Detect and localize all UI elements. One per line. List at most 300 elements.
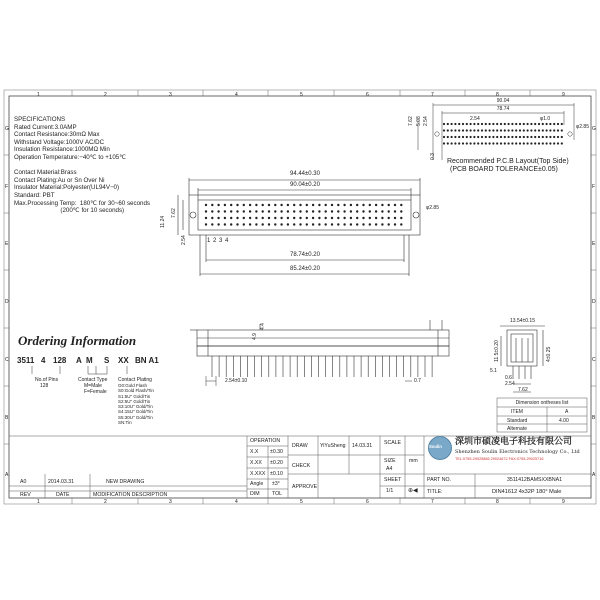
end-dim-left: 5.1 <box>490 368 497 374</box>
pin-hole <box>318 204 320 206</box>
pin-hole <box>331 210 333 212</box>
pcb-pad <box>527 136 529 138</box>
pcb-pad <box>466 123 468 125</box>
pin-hole <box>299 210 301 212</box>
pin-hole <box>249 210 251 212</box>
pcb-pad <box>504 136 506 138</box>
pcb-pad <box>485 129 487 131</box>
spec-line: Contact Resistance:30mΩ Max <box>14 131 100 139</box>
pcb-pad <box>466 136 468 138</box>
pin-hole <box>280 204 282 206</box>
pcb-pad <box>553 142 555 144</box>
pcb-pad <box>451 129 453 131</box>
pcb-pad <box>523 123 525 125</box>
side-dim-pitch: 2.54±0.10 <box>225 378 248 384</box>
pin-hole <box>243 223 245 225</box>
pcb-pad <box>534 123 536 125</box>
pin-hole <box>394 210 396 212</box>
zone-number: 3 <box>169 91 172 98</box>
pcb-pad <box>462 136 464 138</box>
spec-line: Contact Material:Brass <box>14 169 77 177</box>
pcb-pad <box>458 123 460 125</box>
tb-draw-label: DRAW <box>292 443 308 449</box>
pin-hole <box>268 217 270 219</box>
pcb-pad <box>500 136 502 138</box>
pcb-caption: Recommended P.C.B Layout(Top Side) <box>447 158 569 165</box>
pcb-pad <box>462 123 464 125</box>
pin-hole <box>205 204 207 206</box>
pin-hole <box>211 223 213 225</box>
pin-hole <box>369 223 371 225</box>
pcb-pad <box>508 123 510 125</box>
plating-option: G0:Gold Flash <box>118 383 148 388</box>
end-dim-right: 4±0.25 <box>546 346 552 362</box>
pcb-pad <box>454 123 456 125</box>
pin-hole <box>293 210 295 212</box>
pin-hole <box>224 223 226 225</box>
tb-part-no: 3511412BAMSXXBNA1 <box>507 477 562 483</box>
pcb-pad <box>557 142 559 144</box>
pin-hole <box>205 210 207 212</box>
pin-hole <box>375 210 377 212</box>
pin-hole <box>268 204 270 206</box>
zone-letter: B <box>592 415 596 421</box>
pcb-pad <box>546 142 548 144</box>
dim-table-standard: Standard <box>507 418 528 424</box>
zone-number: 2 <box>104 499 107 505</box>
pcb-pad <box>458 142 460 144</box>
pcb-pad <box>542 136 544 138</box>
code-plating: XX <box>118 356 129 365</box>
pin-hole <box>318 223 320 225</box>
pin-hole <box>211 217 213 219</box>
dim-left: 2.54 <box>181 235 187 245</box>
pin-hole <box>268 210 270 212</box>
pin-hole <box>299 217 301 219</box>
pin-hole <box>268 223 270 225</box>
pin-hole <box>388 210 390 212</box>
pin-hole <box>306 210 308 212</box>
code-series: 3511 <box>17 356 35 365</box>
tb-tol-val: ±0.20 <box>270 460 283 466</box>
pin-hole <box>274 217 276 219</box>
pin-hole <box>287 223 289 225</box>
pin-hole <box>293 204 295 206</box>
pcb-pad <box>443 142 445 144</box>
pin-hole <box>388 217 390 219</box>
pcb-pad <box>553 123 555 125</box>
pcb-dim-e: 5.08 <box>416 116 422 126</box>
zone-number: 7 <box>431 499 434 505</box>
pcb-pad <box>534 129 536 131</box>
spec-line: Withstand Voltage:1000V AC/DC <box>14 138 105 146</box>
pin-hole <box>205 217 207 219</box>
pin-hole <box>293 223 295 225</box>
zone-number: 5 <box>300 91 303 98</box>
pin-hole <box>318 210 320 212</box>
pin-hole <box>381 223 383 225</box>
tb-title-label: TITLE: <box>427 489 443 495</box>
pcb-pad <box>477 142 479 144</box>
pin-hole <box>217 210 219 212</box>
tb-tol-val: ±0.30 <box>270 449 283 455</box>
pin-hole <box>331 204 333 206</box>
pin-hole <box>255 204 257 206</box>
zone-number: 2 <box>104 91 107 98</box>
pin-hole <box>280 217 282 219</box>
zone-number: 1 <box>37 499 40 505</box>
pin-hole <box>249 217 251 219</box>
pin-hole <box>312 217 314 219</box>
pin-hole <box>343 210 345 212</box>
pcb-pad <box>454 129 456 131</box>
pcb-pad <box>542 123 544 125</box>
tb-rev-description: NEW DRAWING <box>106 479 145 485</box>
pin-hole <box>306 204 308 206</box>
pin-hole <box>388 204 390 206</box>
pin-hole <box>274 223 276 225</box>
zone-number: 1 <box>37 91 40 98</box>
pcb-dim-a: 90.04 <box>496 98 510 104</box>
pcb-pad <box>542 129 544 131</box>
pin-hole <box>230 223 232 225</box>
pin-hole <box>299 204 301 206</box>
pin-hole <box>343 217 345 219</box>
pcb-pad <box>447 129 449 131</box>
pcb-pad <box>519 142 521 144</box>
dim-table-title: Dimension ontheses list <box>515 400 569 406</box>
pin-hole <box>362 204 364 206</box>
company-name-cn: 深圳市硕凌电子科技有限公司 <box>455 437 573 447</box>
pin-hole <box>356 210 358 212</box>
pcb-pad <box>530 123 532 125</box>
pcb-pad <box>508 136 510 138</box>
logo-text: Soulin <box>429 444 442 449</box>
tb-tol-label: TOL <box>272 491 282 497</box>
pin-hole <box>312 204 314 206</box>
pin-hole <box>394 217 396 219</box>
pcb-pad <box>470 129 472 131</box>
pcb-pad <box>527 129 529 131</box>
pcb-pad <box>538 123 540 125</box>
pcb-pad <box>451 123 453 125</box>
dim-table-standard-value: 4.00 <box>559 418 569 424</box>
zone-number: 8 <box>496 499 499 505</box>
end-dim-b: 2.54 <box>505 381 515 387</box>
spec-line: Insulator Material:Polyester(UL94V−0) <box>14 184 120 192</box>
pin-hole <box>343 223 345 225</box>
pin-hole <box>356 204 358 206</box>
pcb-pad <box>538 136 540 138</box>
zone-letter: D <box>592 299 596 305</box>
pin-hole <box>362 223 364 225</box>
pin-hole <box>224 204 226 206</box>
pcb-pad <box>447 123 449 125</box>
pin-hole <box>350 217 352 219</box>
pcb-pad <box>511 142 513 144</box>
pcb-pad <box>523 129 525 131</box>
pcb-tolerance-caption: (PCB BOARD TOLERANCE±0.05) <box>450 166 558 173</box>
pin-hole <box>394 223 396 225</box>
pcb-pad <box>489 136 491 138</box>
pcb-pad <box>561 142 563 144</box>
pcb-pad <box>557 136 559 138</box>
pcb-pad <box>492 136 494 138</box>
pcb-pad <box>451 142 453 144</box>
pin-hole <box>243 217 245 219</box>
pin-hole <box>224 210 226 212</box>
pcb-pad <box>527 142 529 144</box>
pin-hole <box>400 223 402 225</box>
pcb-pad <box>500 142 502 144</box>
tb-tol-key: Angle <box>250 481 264 487</box>
pin-hole <box>369 204 371 206</box>
pin-hole <box>287 204 289 206</box>
pcb-pad <box>511 129 513 131</box>
tb-tol-key: X.XX <box>250 460 262 466</box>
pin-hole <box>362 217 364 219</box>
pcb-pad <box>477 123 479 125</box>
pcb-pad <box>462 129 464 131</box>
pin-hole <box>306 223 308 225</box>
pin-hole <box>280 223 282 225</box>
tb-dim-label: DIM <box>250 491 260 497</box>
tb-rev-label: REV <box>20 492 31 498</box>
pin-hole <box>217 204 219 206</box>
pcb-pad <box>496 142 498 144</box>
pin-hole <box>255 217 257 219</box>
no-of-pins-label: No.of Pins <box>35 377 59 383</box>
pin-hole <box>337 223 339 225</box>
tb-tol-key: X.XXX <box>250 471 266 477</box>
pcb-pad <box>443 123 445 125</box>
pcb-pad <box>557 129 559 131</box>
pcb-pad <box>492 129 494 131</box>
tb-check-label: CHECK <box>292 463 311 469</box>
pin-hole <box>293 217 295 219</box>
pin-hole <box>400 217 402 219</box>
pin-hole <box>375 204 377 206</box>
pcb-pad <box>492 142 494 144</box>
pcb-pad <box>500 123 502 125</box>
pcb-pad <box>511 136 513 138</box>
plating-option: S2:5U" Gold/Tin <box>118 398 151 404</box>
pcb-pad <box>519 136 521 138</box>
pcb-pad <box>470 123 472 125</box>
dim-hole: φ2.85 <box>426 205 439 211</box>
specifications-block <box>14 116 150 215</box>
pcb-pad <box>508 129 510 131</box>
pin-hole <box>255 223 257 225</box>
zone-letter: A <box>5 472 9 478</box>
spec-line: Standard: PBT <box>14 191 55 199</box>
dim-overall-length: 94.44±0.30 <box>290 171 320 177</box>
tb-tol-key: X.X <box>250 449 259 455</box>
pcb-dim-c: 2.54 <box>470 116 480 122</box>
pin-hole <box>287 210 289 212</box>
pcb-pad <box>443 129 445 131</box>
pcb-pad <box>504 123 506 125</box>
pin-hole <box>236 217 238 219</box>
pin-hole <box>350 210 352 212</box>
end-dim-a: 0.6 <box>505 375 512 381</box>
spec-line: Operation Temperature:−40℃ to +105℃ <box>14 153 127 161</box>
pin-hole <box>236 223 238 225</box>
pcb-dim-b: 78.74 <box>496 106 510 112</box>
pcb-pad <box>549 129 551 131</box>
pin-hole <box>362 210 364 212</box>
zone-number: 9 <box>562 91 565 98</box>
pcb-pad <box>553 129 555 131</box>
pcb-pad <box>454 136 456 138</box>
contact-plating-label: Contact Plating <box>118 377 152 383</box>
dim-body-length: 90.04±0.20 <box>290 182 320 188</box>
spec-line: (200℃ for 10 seconds) <box>14 207 125 215</box>
zone-number: 7 <box>431 91 434 98</box>
pcb-dim-g: 0.3 <box>430 153 436 160</box>
pcb-pad <box>458 136 460 138</box>
spec-line: Contact Plating:Au or Sn Over Ni <box>14 176 105 184</box>
contact-type-label: Contact Type <box>78 377 108 383</box>
pcb-pad <box>534 136 536 138</box>
pin-numbers: 1 2 3 4 <box>207 238 229 244</box>
tb-title: DIN41612 4x32P 180° Male <box>492 489 562 495</box>
pcb-pad <box>508 142 510 144</box>
pin-hole <box>337 217 339 219</box>
zone-number: 8 <box>496 91 499 98</box>
tb-sheet-value: 1/1 <box>386 488 394 494</box>
pin-hole <box>274 204 276 206</box>
pcb-pad <box>511 123 513 125</box>
dim-table-item-header: ITEM <box>511 409 523 415</box>
pcb-pad <box>561 136 563 138</box>
pin-hole <box>312 223 314 225</box>
pin-hole <box>236 204 238 206</box>
spec-line: Rated Current:3.0AMP <box>14 123 77 131</box>
pcb-pad <box>561 129 563 131</box>
pin-hole <box>217 217 219 219</box>
tb-part-no-label: PART NO. <box>427 477 451 483</box>
pcb-pad <box>473 123 475 125</box>
pcb-pad <box>530 136 532 138</box>
end-dim-height: 11.5±0.20 <box>494 340 500 362</box>
pcb-dim-hole: φ1.0 <box>540 116 551 122</box>
pin-hole <box>243 210 245 212</box>
tb-tol-val: ±3° <box>272 481 280 487</box>
code-rows: 4 <box>41 356 46 365</box>
pin-hole <box>325 204 327 206</box>
pin-hole <box>211 210 213 212</box>
zone-number: 5 <box>300 499 303 505</box>
pin-hole <box>369 210 371 212</box>
zone-number: 6 <box>366 499 369 505</box>
plating-option: S1:5U" Gold/Tin <box>118 393 151 399</box>
tb-scale-label: SCALE <box>384 440 402 446</box>
pcb-pad <box>489 123 491 125</box>
pin-hole <box>343 204 345 206</box>
plating-option: S5:30U" Gold/Tin <box>118 414 153 420</box>
pin-hole <box>318 217 320 219</box>
spec-line: SPECIFICATIONS <box>14 116 66 123</box>
pcb-pad <box>530 129 532 131</box>
pcb-pad <box>477 129 479 131</box>
tb-sheet-label: SHEET <box>384 477 402 483</box>
pcb-pad <box>500 129 502 131</box>
pcb-pad <box>527 123 529 125</box>
pin-hole <box>243 204 245 206</box>
pcb-pad <box>470 142 472 144</box>
pin-hole <box>312 210 314 212</box>
pin-hole <box>262 210 264 212</box>
pin-hole <box>236 210 238 212</box>
end-dim-c: 7.62 <box>518 387 528 393</box>
plating-option: S4:15U" Gold/Tin <box>118 409 153 415</box>
pcb-dim-hole2: φ2.85 <box>576 124 589 130</box>
tb-date-label: DATE <box>56 492 70 498</box>
zone-letter: E <box>5 241 9 247</box>
pcb-pad <box>458 129 460 131</box>
dim-pin-span: 78.74±0.20 <box>290 252 320 258</box>
pcb-pad <box>504 129 506 131</box>
pcb-pad <box>546 129 548 131</box>
code-s: S <box>104 356 110 365</box>
pcb-pad <box>549 136 551 138</box>
spec-line: Max.Processing Temp: 180℃ for 30~60 seconds <box>14 199 150 207</box>
tb-tol-val: ±0.10 <box>270 471 283 477</box>
pcb-pad <box>496 129 498 131</box>
pcb-pad <box>481 142 483 144</box>
pcb-pad <box>477 136 479 138</box>
pcb-pad <box>549 123 551 125</box>
pcb-pad <box>515 129 517 131</box>
pin-hole <box>381 217 383 219</box>
pcb-pad <box>492 123 494 125</box>
dim-table-a-header: A <box>565 409 569 415</box>
pcb-pad <box>549 142 551 144</box>
pin-hole <box>350 223 352 225</box>
pcb-pad <box>481 136 483 138</box>
pcb-pad <box>462 142 464 144</box>
pin-hole <box>249 223 251 225</box>
pcb-dim-d: 7.62 <box>408 116 414 126</box>
zone-letter: E <box>592 241 596 247</box>
pcb-pad <box>481 123 483 125</box>
pcb-pad <box>515 123 517 125</box>
spec-line: Insulation Resistance:1000MΩ Min <box>14 146 110 154</box>
pcb-pad <box>538 142 540 144</box>
pcb-dim-f: 2.54 <box>423 116 429 126</box>
plating-option: S3:10U" Gold/Tin <box>118 404 153 410</box>
zone-number: 4 <box>235 91 238 98</box>
zone-letter: C <box>5 357 9 363</box>
zone-number: 6 <box>366 91 369 98</box>
pin-hole <box>356 217 358 219</box>
pcb-pad <box>470 136 472 138</box>
pin-hole <box>331 223 333 225</box>
pin-hole <box>280 210 282 212</box>
pin-hole <box>369 217 371 219</box>
tb-approve-label: APPROVE <box>292 484 318 490</box>
pcb-pad <box>466 129 468 131</box>
tb-size-label: SIZE <box>384 458 396 464</box>
pcb-pad <box>489 129 491 131</box>
pin-hole <box>205 223 207 225</box>
pcb-pad <box>454 142 456 144</box>
pin-hole <box>224 217 226 219</box>
pcb-pad <box>542 142 544 144</box>
pin-hole <box>230 217 232 219</box>
pin-hole <box>262 223 264 225</box>
